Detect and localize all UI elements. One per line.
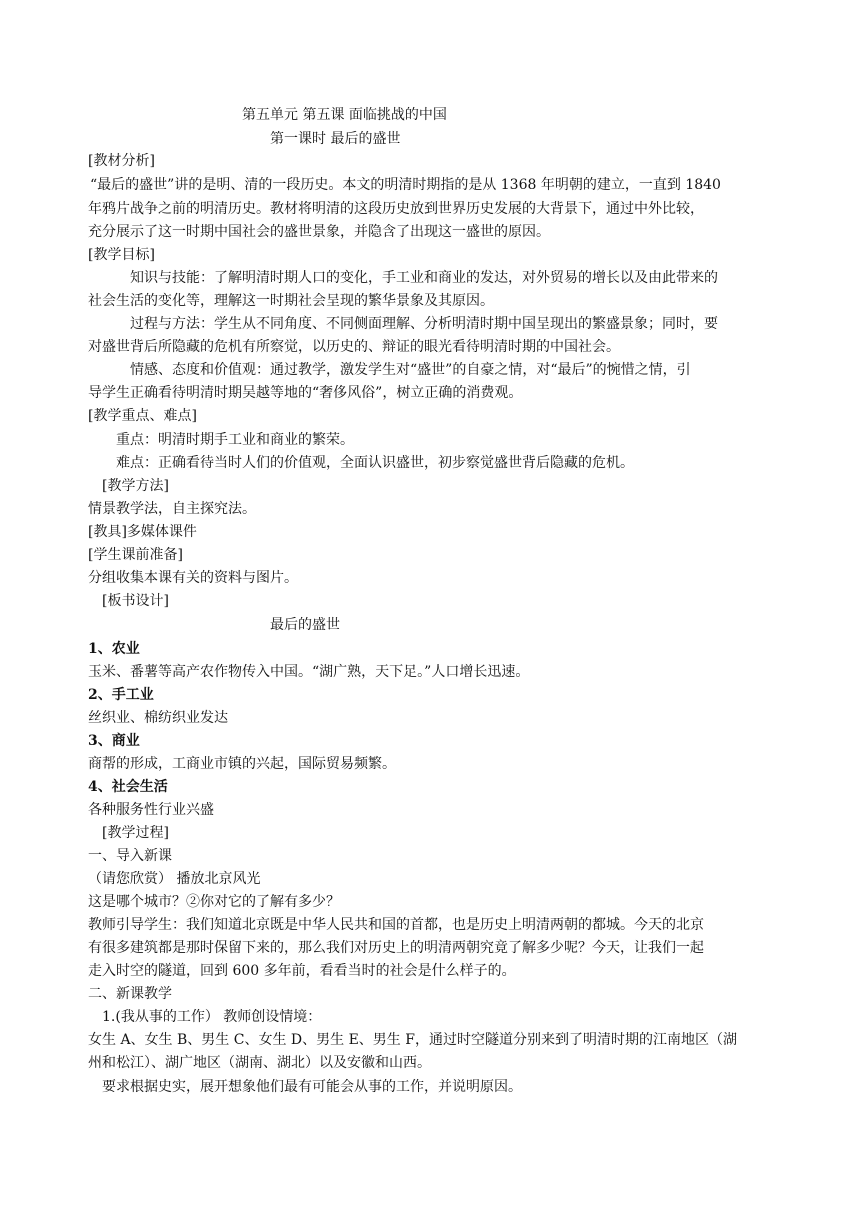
- goals-line-1: 知识与技能：了解明清时期人口的变化，手工业和商业的发达，对外贸易的增长以及由此带来的: [130, 270, 718, 286]
- analysis-line-1: “最后的盛世”讲的是明、清的一段历史。本文的明清时期指的是从 1368 年明朝的建立，一直到 1840: [90, 177, 721, 193]
- new-line-3: 州和松江）、湖广地区（湖南、湖北）以及安徽和山西。: [88, 1055, 431, 1071]
- tools-text: [教具]多媒体课件: [88, 524, 197, 540]
- analysis-heading: [教材分析]: [88, 153, 155, 169]
- board-item-4-head: 4、社会生活: [88, 779, 168, 795]
- goals-line-3: 过程与方法：学生从不同角度、不同侧面理解、分析明清时期中国呈现出的繁盛景象；同时，要: [130, 316, 718, 332]
- new-lesson-heading: 二、新课教学: [88, 986, 172, 1002]
- methods-heading: [教学方法]: [102, 478, 169, 494]
- analysis-line-3: 充分展示了这一时期中国社会的盛世景象，并隐含了出现这一盛世的原因。: [88, 224, 550, 240]
- intro-heading: 一、导入新课: [88, 848, 172, 864]
- key-points-heading: [教学重点、难点]: [88, 408, 197, 424]
- board-item-2-body: 丝织业、棉纺织业发达: [88, 710, 228, 726]
- intro-line-3: 教师引导学生：我们知道北京既是中华人民共和国的首都，也是历史上明清两朝的都城。今天的北京: [88, 917, 704, 933]
- goals-heading: [教学目标]: [88, 247, 155, 263]
- methods-text: 情景教学法，自主探究法。: [88, 501, 256, 517]
- goals-line-5: 情感、态度和价值观：通过教学，激发学生对“盛世”的自豪之情，对“最后”的惋惜之情，引: [130, 362, 691, 378]
- intro-line-1: （请您欣赏） 播放北京风光: [88, 871, 261, 887]
- board-item-3-head: 3、商业: [88, 733, 140, 749]
- goals-line-4: 对盛世背后所隐藏的危机有所察觉，以历史的、辩证的眼光看待明清时期的中国社会。: [88, 339, 620, 355]
- board-item-4-body: 各种服务性行业兴盛: [88, 802, 214, 818]
- intro-line-4: 有很多建筑都是那时保留下来的，那么我们对历史上的明清两朝究竟了解多少呢？今天，让我们一起: [88, 940, 704, 956]
- goals-line-6: 导学生正确看待明清时期吴越等地的“奢侈风俗”，树立正确的消费观。: [88, 385, 523, 401]
- prep-text: 分组收集本课有关的资料与图片。: [88, 570, 298, 586]
- intro-line-2: 这是哪个城市？②你对它的了解有多少？: [88, 894, 340, 910]
- board-item-1-body: 玉米、番薯等高产农作物传入中国。“湖广熟，天下足。”人口增长迅速。: [88, 664, 530, 680]
- process-heading: [教学过程]: [102, 825, 169, 841]
- key-point-difficulty: 难点：正确看待当时人们的价值观，全面认识盛世，初步察觉盛世背后隐藏的危机。: [116, 455, 634, 471]
- board-title: 最后的盛世: [270, 617, 340, 633]
- board-heading: [板书设计]: [102, 593, 169, 609]
- new-line-2: 女生 A、女生 B、男生 C、女生 D、男生 E、男生 F，通过时空隧道分别来到了明清时期的江南地区（湖: [88, 1032, 737, 1048]
- analysis-line-2: 年鸦片战争之前的明清历史。教材将明清的这段历史放到世界历史发展的大背景下，通过中外比较，: [88, 201, 704, 217]
- new-line-1: 1.(我从事的工作） 教师创设情境：: [102, 1009, 322, 1025]
- board-item-2-head: 2、手工业: [88, 687, 154, 703]
- goals-line-2: 社会生活的变化等，理解这一时期社会呈现的繁华景象及其原因。: [88, 293, 494, 309]
- prep-heading: [学生课前准备]: [88, 547, 183, 563]
- new-line-4: 要求根据史实，展开想象他们最有可能会从事的工作，并说明原因。: [102, 1079, 522, 1095]
- unit-title: 第五单元 第五课 面临挑战的中国: [242, 107, 447, 123]
- board-item-3-body: 商帮的形成，工商业市镇的兴起，国际贸易频繁。: [88, 756, 396, 772]
- board-item-1-head: 1、农业: [88, 641, 140, 657]
- lesson-title: 第一课时 最后的盛世: [270, 131, 401, 147]
- intro-line-5: 走入时空的隧道，回到 600 多年前，看看当时的社会是什么样子的。: [88, 963, 516, 979]
- key-point-focus: 重点：明清时期手工业和商业的繁荣。: [116, 432, 354, 448]
